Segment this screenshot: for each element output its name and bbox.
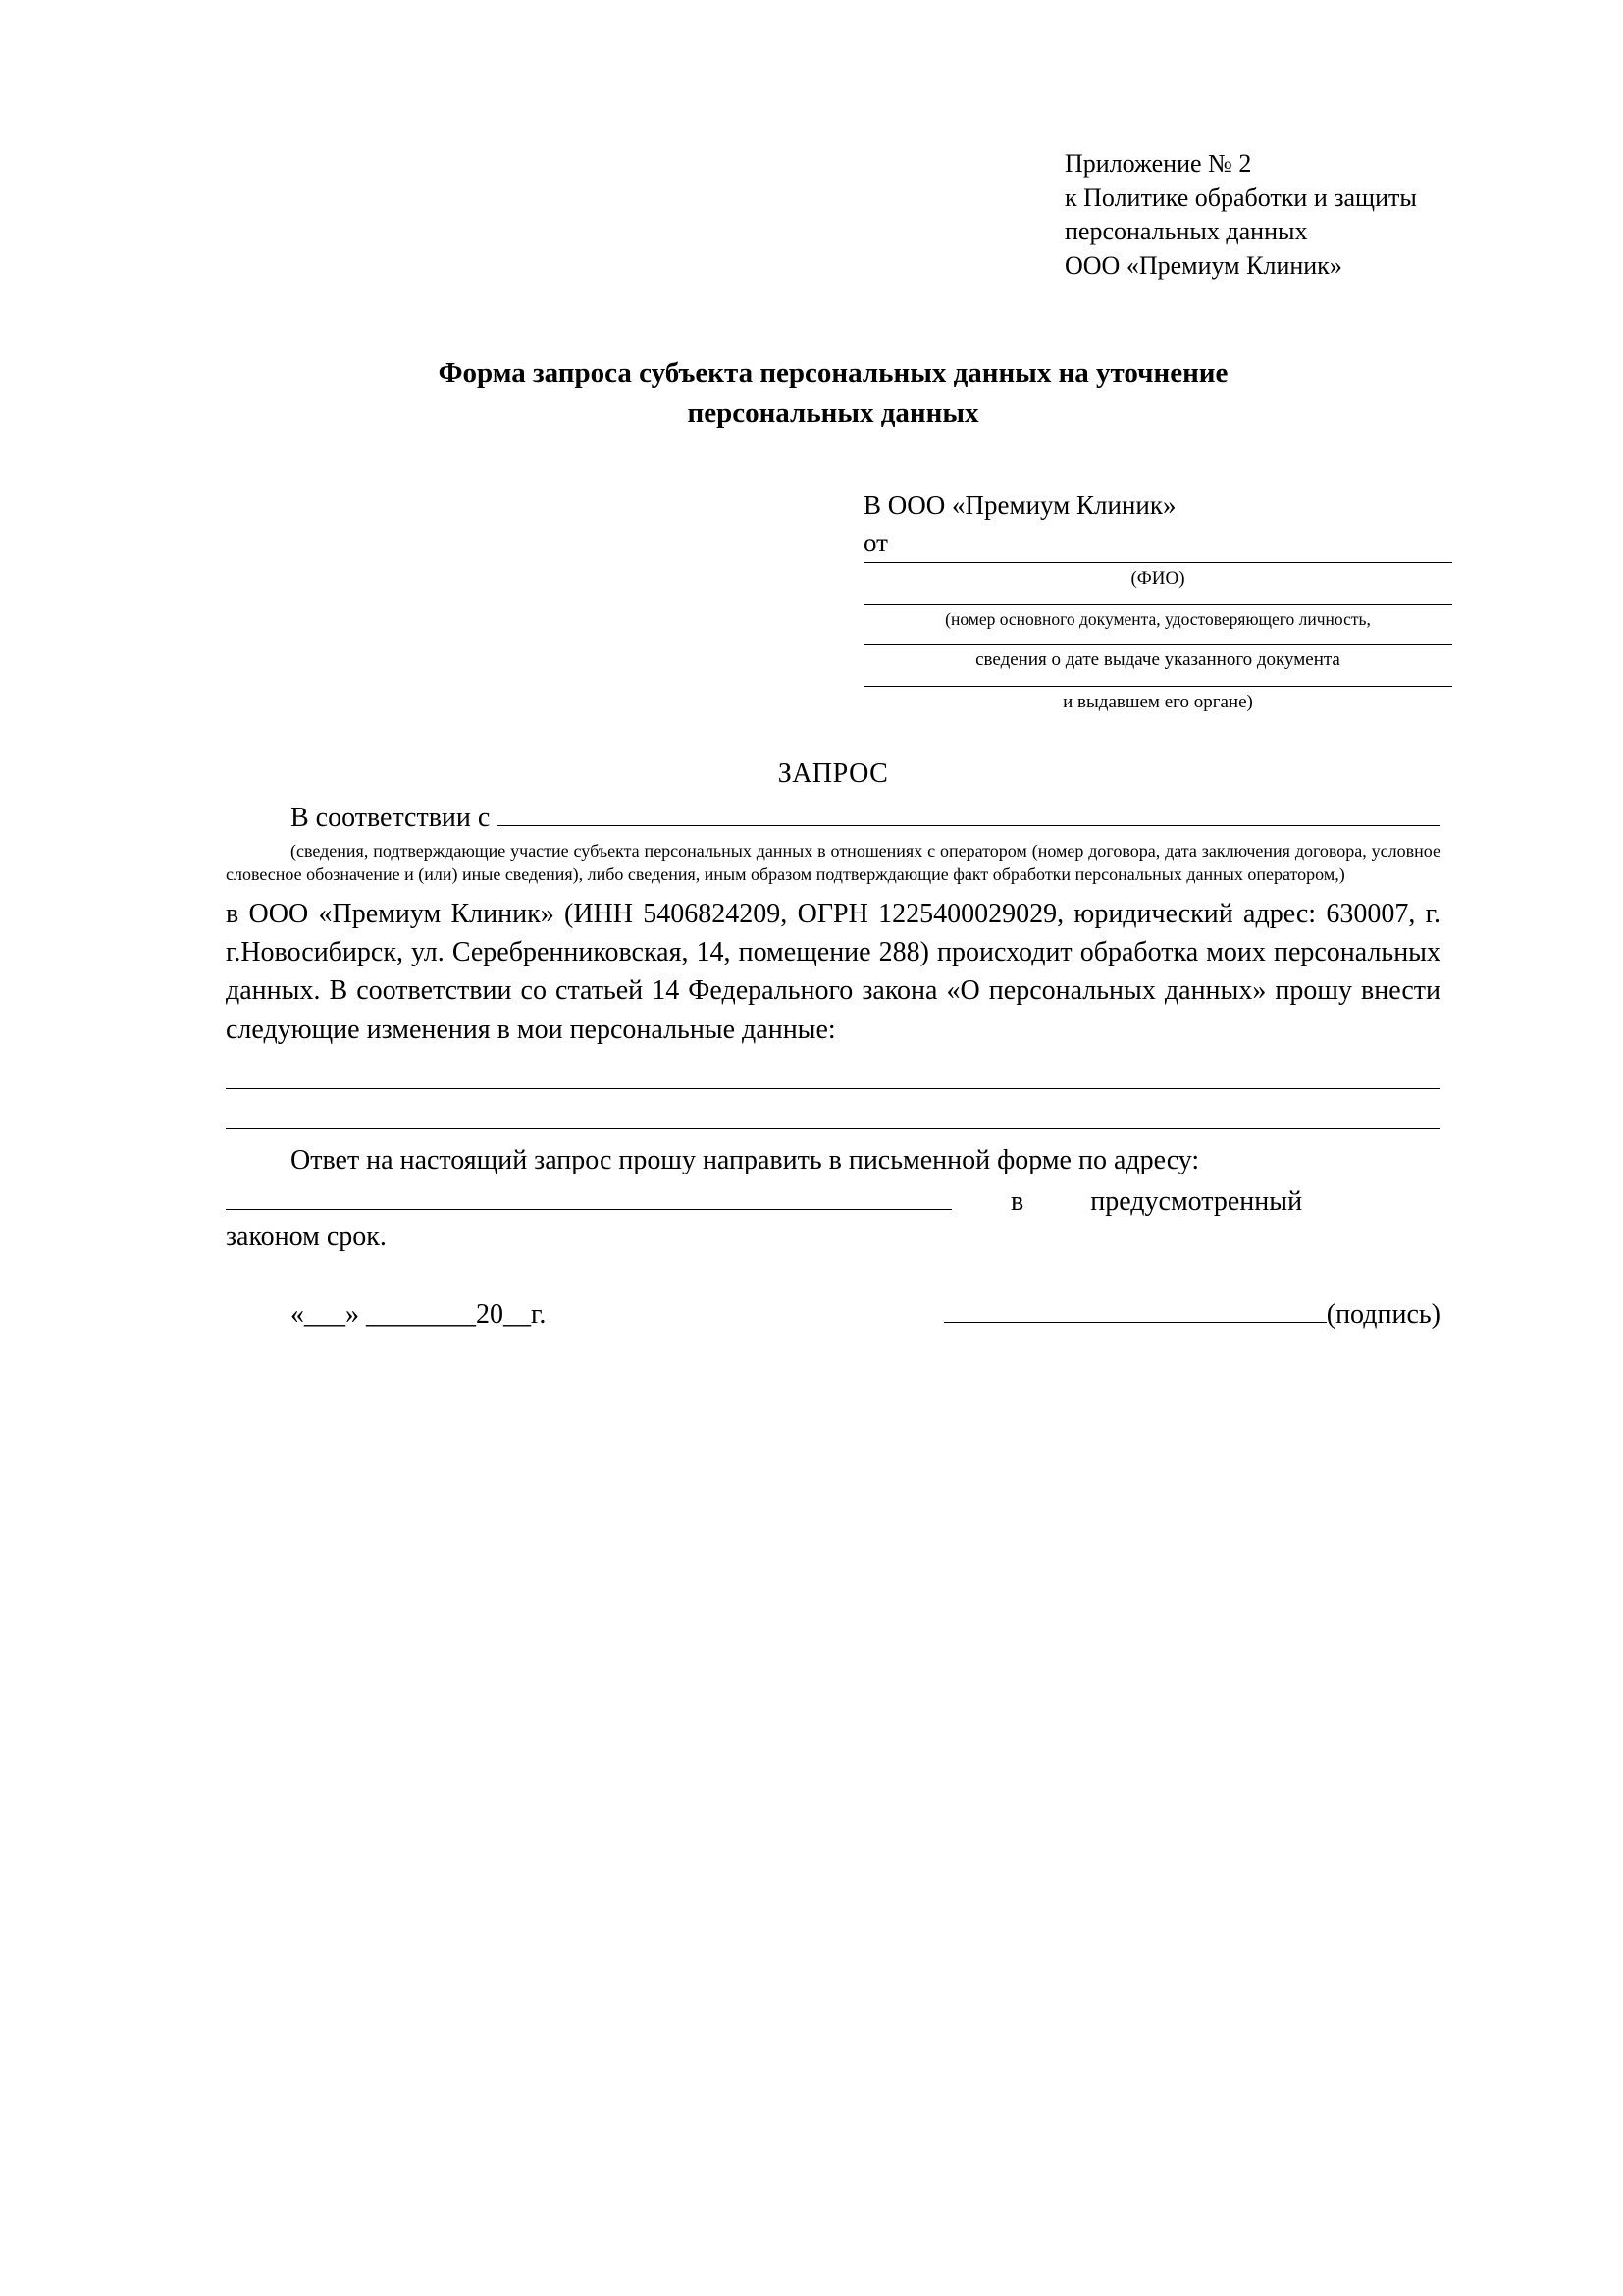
page-title-line-1: Форма запроса субъекта персональных данных на уточнение (438, 357, 1229, 390)
doc-number-caption: (номер основного документа, удостоверяющего личность, (945, 608, 1371, 629)
answer-word-v: в (1011, 1185, 1024, 1217)
request-body-paragraph: в ООО «Премиум Клиник» (ИНН 5406824209, ОГРН 1225400029029, юридический адрес: 630007, г. г.Новосибирск, ул. Серебренниковская, 14, помещение 288) происходит обработка моих персональных данных. В соответствии со статьей 14 Федерального закона «О персональных данных» прошу внести следующие изменения в мои персональные данные: (226, 898, 1440, 1045)
answer-address-row (226, 1183, 1440, 1218)
basis-fine-print (226, 840, 1440, 887)
appendix-header-line-3: персональных данных (1065, 217, 1308, 246)
answer-word-tail: предусмотренный (1090, 1185, 1303, 1217)
fio-caption: (ФИО) (1130, 568, 1185, 590)
page-title-line-2: персональных данных (687, 396, 979, 429)
addressee-block (864, 489, 1452, 716)
doc-number-input-line[interactable] (864, 604, 1452, 605)
addressee-from-label: от (864, 527, 888, 557)
appendix-header-line-2: к Политике обработки и защиты (1065, 183, 1417, 212)
doc-issuer-caption: и выдавшем его органе) (1063, 691, 1253, 712)
addressee-organization: В ООО «Премиум Клиник» (864, 490, 1177, 520)
doc-date-input-line[interactable] (864, 644, 1452, 645)
appendix-header (1065, 147, 1440, 283)
answer-intro-paragraph: Ответ на настоящий запрос прошу направить в письменной форме по адресу: (290, 1144, 1200, 1175)
page-title (226, 353, 1440, 433)
basis-fine-print-text: (сведения, подтверждающие участие субъекта персональных данных в отношениях с оператором (номер договора, дата заключения договора, условное словесное обозначение и (или) иные сведения), либо сведения, иным образом подтверждающие факт обработки персональных данных оператором,) (226, 841, 1440, 885)
changes-input-line-1[interactable] (226, 1088, 1440, 1089)
basis-row (226, 800, 1440, 834)
doc-issuer-input-line[interactable] (864, 686, 1452, 687)
answer-address-input-line[interactable] (226, 1183, 952, 1210)
signature-row (226, 1299, 1440, 1331)
answer-tail-line: законом срок. (226, 1221, 387, 1252)
date-field[interactable]: «___» ________20__г. (290, 1299, 547, 1331)
fio-input-line[interactable] (864, 562, 1452, 563)
appendix-header-line-4: ООО «Премиум Клиник» (1065, 250, 1342, 280)
signature-caption: (подпись) (1326, 1299, 1440, 1331)
signature-input-line[interactable] (944, 1300, 1327, 1323)
basis-input-line[interactable] (497, 800, 1440, 826)
doc-date-caption: сведения о дате выдаче указанного документа (975, 650, 1340, 671)
request-heading: ЗАПРОС (777, 758, 889, 790)
changes-input-line-2[interactable] (226, 1128, 1440, 1129)
basis-lead-label: В соответствии с (290, 803, 491, 834)
appendix-header-line-1: Приложение № 2 (1065, 149, 1252, 178)
